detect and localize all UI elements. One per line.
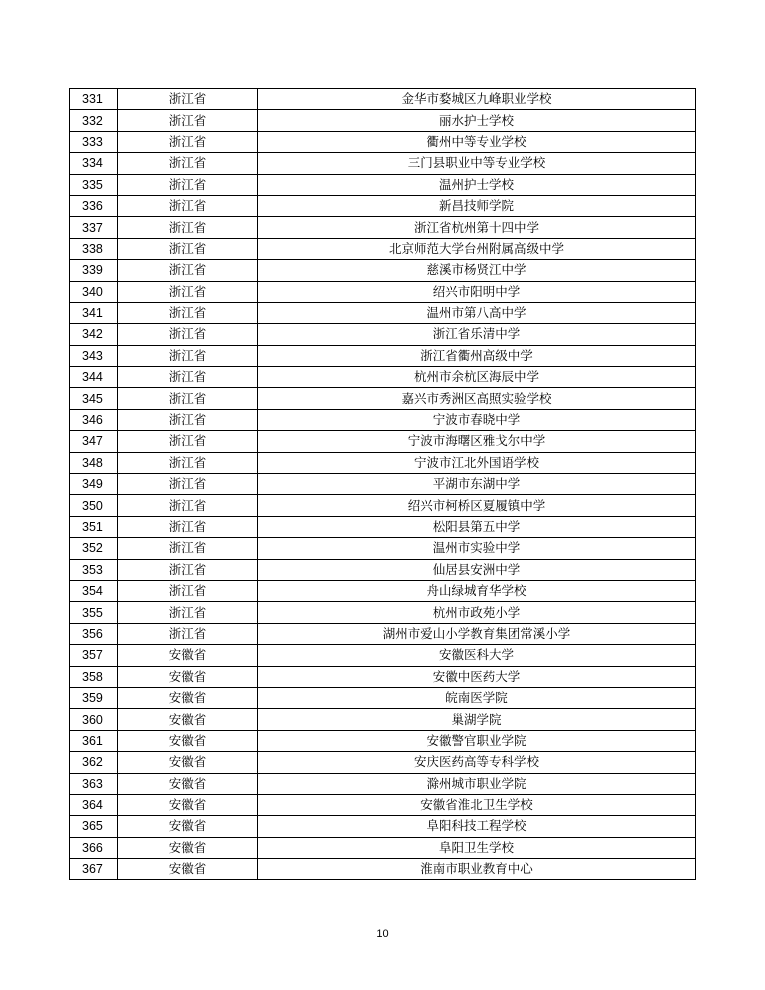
school-name-cell: 仙居县安洲中学 bbox=[258, 559, 696, 580]
province-cell: 安徽省 bbox=[118, 859, 258, 880]
province-cell: 安徽省 bbox=[118, 816, 258, 837]
province-cell: 浙江省 bbox=[118, 110, 258, 131]
province-cell: 浙江省 bbox=[118, 238, 258, 259]
row-number-cell: 331 bbox=[70, 89, 118, 110]
row-number-cell: 356 bbox=[70, 623, 118, 644]
school-name-cell: 绍兴市柯桥区夏履镇中学 bbox=[258, 495, 696, 516]
row-number-cell: 360 bbox=[70, 709, 118, 730]
province-cell: 浙江省 bbox=[118, 345, 258, 366]
school-name-cell: 安徽医科大学 bbox=[258, 645, 696, 666]
school-name-cell: 三门县职业中等专业学校 bbox=[258, 153, 696, 174]
province-cell: 浙江省 bbox=[118, 281, 258, 302]
school-name-cell: 阜阳科技工程学校 bbox=[258, 816, 696, 837]
school-name-cell: 温州护士学校 bbox=[258, 174, 696, 195]
row-number-cell: 335 bbox=[70, 174, 118, 195]
province-cell: 浙江省 bbox=[118, 431, 258, 452]
row-number-cell: 349 bbox=[70, 474, 118, 495]
table-row bbox=[70, 281, 696, 302]
row-number-cell: 350 bbox=[70, 495, 118, 516]
table-body bbox=[70, 89, 696, 880]
row-number-cell: 342 bbox=[70, 324, 118, 345]
school-name-cell: 浙江省衢州高级中学 bbox=[258, 345, 696, 366]
table-row bbox=[70, 623, 696, 644]
province-cell: 安徽省 bbox=[118, 645, 258, 666]
school-name-cell: 宁波市江北外国语学校 bbox=[258, 452, 696, 473]
table-row bbox=[70, 153, 696, 174]
province-cell: 浙江省 bbox=[118, 516, 258, 537]
school-name-cell: 松阳县第五中学 bbox=[258, 516, 696, 537]
row-number-cell: 358 bbox=[70, 666, 118, 687]
province-cell: 浙江省 bbox=[118, 388, 258, 409]
table-row bbox=[70, 409, 696, 430]
table-row bbox=[70, 89, 696, 110]
school-name-cell: 皖南医学院 bbox=[258, 687, 696, 708]
table-row bbox=[70, 238, 696, 259]
table-row bbox=[70, 431, 696, 452]
table-row bbox=[70, 388, 696, 409]
school-name-cell: 巢湖学院 bbox=[258, 709, 696, 730]
row-number-cell: 363 bbox=[70, 773, 118, 794]
school-name-cell: 杭州市余杭区海辰中学 bbox=[258, 367, 696, 388]
province-cell: 浙江省 bbox=[118, 260, 258, 281]
province-cell: 安徽省 bbox=[118, 666, 258, 687]
school-name-cell: 温州市实验中学 bbox=[258, 538, 696, 559]
school-name-cell: 滁州城市职业学院 bbox=[258, 773, 696, 794]
table-row bbox=[70, 324, 696, 345]
row-number-cell: 332 bbox=[70, 110, 118, 131]
province-cell: 安徽省 bbox=[118, 794, 258, 815]
table-row bbox=[70, 495, 696, 516]
province-cell: 浙江省 bbox=[118, 324, 258, 345]
row-number-cell: 347 bbox=[70, 431, 118, 452]
school-name-cell: 安徽省淮北卫生学校 bbox=[258, 794, 696, 815]
row-number-cell: 337 bbox=[70, 217, 118, 238]
school-name-cell: 舟山绿城育华学校 bbox=[258, 580, 696, 601]
school-name-cell: 丽水护士学校 bbox=[258, 110, 696, 131]
row-number-cell: 354 bbox=[70, 580, 118, 601]
table-row bbox=[70, 110, 696, 131]
row-number-cell: 341 bbox=[70, 302, 118, 323]
table-row bbox=[70, 260, 696, 281]
table-row bbox=[70, 538, 696, 559]
row-number-cell: 367 bbox=[70, 859, 118, 880]
school-name-cell: 北京师范大学台州附属高级中学 bbox=[258, 238, 696, 259]
row-number-cell: 352 bbox=[70, 538, 118, 559]
table-row bbox=[70, 474, 696, 495]
school-name-cell: 阜阳卫生学校 bbox=[258, 837, 696, 858]
province-cell: 安徽省 bbox=[118, 773, 258, 794]
table-row bbox=[70, 645, 696, 666]
table-row bbox=[70, 773, 696, 794]
row-number-cell: 333 bbox=[70, 131, 118, 152]
school-name-cell: 淮南市职业教育中心 bbox=[258, 859, 696, 880]
province-cell: 浙江省 bbox=[118, 602, 258, 623]
school-name-cell: 新昌技师学院 bbox=[258, 195, 696, 216]
page-number: 10 bbox=[376, 928, 389, 940]
table-row bbox=[70, 217, 696, 238]
row-number-cell: 365 bbox=[70, 816, 118, 837]
row-number-cell: 366 bbox=[70, 837, 118, 858]
province-cell: 浙江省 bbox=[118, 217, 258, 238]
school-name-cell: 衢州中等专业学校 bbox=[258, 131, 696, 152]
table-row bbox=[70, 580, 696, 601]
table-row bbox=[70, 516, 696, 537]
row-number-cell: 343 bbox=[70, 345, 118, 366]
row-number-cell: 361 bbox=[70, 730, 118, 751]
row-number-cell: 336 bbox=[70, 195, 118, 216]
table-row bbox=[70, 195, 696, 216]
row-number-cell: 345 bbox=[70, 388, 118, 409]
row-number-cell: 357 bbox=[70, 645, 118, 666]
table-row bbox=[70, 730, 696, 751]
province-cell: 浙江省 bbox=[118, 623, 258, 644]
table-row bbox=[70, 131, 696, 152]
table-row bbox=[70, 816, 696, 837]
row-number-cell: 362 bbox=[70, 752, 118, 773]
province-cell: 安徽省 bbox=[118, 709, 258, 730]
province-cell: 浙江省 bbox=[118, 89, 258, 110]
table-row bbox=[70, 837, 696, 858]
row-number-cell: 334 bbox=[70, 153, 118, 174]
row-number-cell: 344 bbox=[70, 367, 118, 388]
school-name-cell: 温州市第八高中学 bbox=[258, 302, 696, 323]
table-row bbox=[70, 559, 696, 580]
school-name-cell: 安徽警官职业学院 bbox=[258, 730, 696, 751]
table-row bbox=[70, 794, 696, 815]
province-cell: 浙江省 bbox=[118, 452, 258, 473]
school-name-cell: 嘉兴市秀洲区高照实验学校 bbox=[258, 388, 696, 409]
province-cell: 浙江省 bbox=[118, 538, 258, 559]
table-row bbox=[70, 602, 696, 623]
row-number-cell: 359 bbox=[70, 687, 118, 708]
school-name-cell: 平湖市东湖中学 bbox=[258, 474, 696, 495]
table-row bbox=[70, 666, 696, 687]
row-number-cell: 338 bbox=[70, 238, 118, 259]
province-cell: 安徽省 bbox=[118, 687, 258, 708]
row-number-cell: 353 bbox=[70, 559, 118, 580]
school-name-cell: 浙江省乐清中学 bbox=[258, 324, 696, 345]
province-cell: 浙江省 bbox=[118, 174, 258, 195]
row-number-cell: 340 bbox=[70, 281, 118, 302]
province-cell: 安徽省 bbox=[118, 730, 258, 751]
school-name-cell: 安庆医药高等专科学校 bbox=[258, 752, 696, 773]
school-name-cell: 宁波市春晓中学 bbox=[258, 409, 696, 430]
row-number-cell: 339 bbox=[70, 260, 118, 281]
school-list-table bbox=[69, 88, 696, 880]
province-cell: 浙江省 bbox=[118, 302, 258, 323]
school-name-cell: 杭州市政苑小学 bbox=[258, 602, 696, 623]
school-name-cell: 湖州市爱山小学教育集团常溪小学 bbox=[258, 623, 696, 644]
province-cell: 浙江省 bbox=[118, 559, 258, 580]
row-number-cell: 348 bbox=[70, 452, 118, 473]
province-cell: 浙江省 bbox=[118, 367, 258, 388]
table-row bbox=[70, 752, 696, 773]
table-row bbox=[70, 452, 696, 473]
province-cell: 浙江省 bbox=[118, 131, 258, 152]
row-number-cell: 346 bbox=[70, 409, 118, 430]
school-name-cell: 宁波市海曙区雅戈尔中学 bbox=[258, 431, 696, 452]
school-name-cell: 慈溪市杨贤江中学 bbox=[258, 260, 696, 281]
province-cell: 安徽省 bbox=[118, 837, 258, 858]
province-cell: 浙江省 bbox=[118, 195, 258, 216]
school-name-cell: 安徽中医药大学 bbox=[258, 666, 696, 687]
table-row bbox=[70, 859, 696, 880]
row-number-cell: 355 bbox=[70, 602, 118, 623]
school-name-cell: 浙江省杭州第十四中学 bbox=[258, 217, 696, 238]
school-name-cell: 绍兴市阳明中学 bbox=[258, 281, 696, 302]
province-cell: 浙江省 bbox=[118, 153, 258, 174]
table-row bbox=[70, 174, 696, 195]
province-cell: 浙江省 bbox=[118, 580, 258, 601]
table-row bbox=[70, 345, 696, 366]
table-row bbox=[70, 687, 696, 708]
table-row bbox=[70, 302, 696, 323]
province-cell: 浙江省 bbox=[118, 409, 258, 430]
table-row bbox=[70, 367, 696, 388]
row-number-cell: 364 bbox=[70, 794, 118, 815]
province-cell: 安徽省 bbox=[118, 752, 258, 773]
province-cell: 浙江省 bbox=[118, 495, 258, 516]
row-number-cell: 351 bbox=[70, 516, 118, 537]
school-name-cell: 金华市婺城区九峰职业学校 bbox=[258, 89, 696, 110]
province-cell: 浙江省 bbox=[118, 474, 258, 495]
table-row bbox=[70, 709, 696, 730]
